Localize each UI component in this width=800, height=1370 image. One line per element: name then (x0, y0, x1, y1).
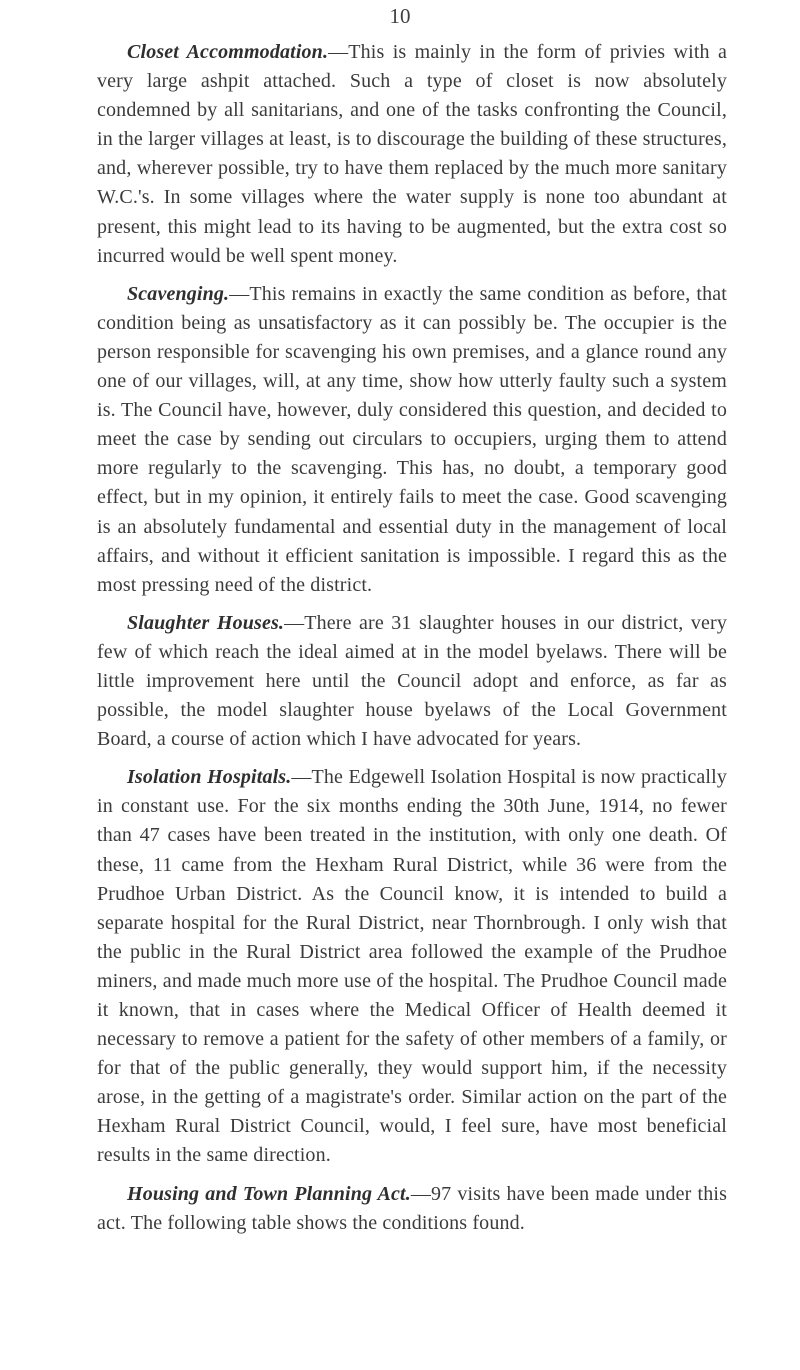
paragraph-text: —There are 31 slaughter houses in our district, very few of which reach the ideal aimed at in the model byelaws. There will be little improvement here until the Council adopt and enforce, as far as possible, the model slaughter house byelaws of the Local Government Board, a course of action which I have advocated for years. (97, 611, 727, 751)
paragraph-isolation-hospitals (97, 763, 727, 1170)
paragraph-text: —97 visits have been made under this act. The following table shows the conditions found. (97, 1182, 728, 1234)
body-text (97, 38, 727, 1247)
paragraph-heading: Closet Accommodation. (127, 41, 329, 63)
paragraph-closet-accommodation (97, 38, 727, 271)
page-number: 10 (389, 4, 411, 28)
paragraph-slaughter-houses (97, 609, 727, 754)
paragraph-housing-town-planning (97, 1180, 727, 1238)
paragraph-text: —The Edgewell Isolation Hospital is now practically in constant use. For the six months ending the 30th June, 1914, no fewer than 47 cases have been treated in the institution, with only one death. Of these, 11 came from the Hexham Rural District, while 36 were from the Prudhoe Urban District. As the Council know, it is intended to build a separate hospital for the Rural District, near Thornbrough. I only wish that the public in the Rural District area followed the example of the Prudhoe miners, and made much more use of the hospital. The Prudhoe Council made it known, that in cases where the Medical Officer of Health deemed it necessary to remove a patient for the safety of other members of a family, or for that of the public generally, they would support him, if the necessity arose, in the getting of a magistrate's order. Similar action on the part of the Hexham Rural District Council, would, I feel sure, have most beneficial results in the same direction. (97, 766, 727, 1167)
paragraph-heading: Slaughter Houses. (127, 611, 285, 634)
paragraph-heading: Scavenging. (127, 282, 230, 305)
paragraph-heading: Housing and Town Planning Act. (127, 1182, 411, 1205)
paragraph-heading: Isolation Hospitals. (127, 766, 292, 789)
paragraph-scavenging (97, 280, 727, 600)
paragraph-text: —This is mainly in the form of privies with a very large ashpit attached. Such a type of closet is now absolutely condemned by all sanitarians, and one of the tasks confronting the Council, in the larger villages at least, is to discourage the building of these structures, and, wherever possible, try to have them replaced by the much more sanitary W.C.'s. In some villages where the water supply is none too abundant at present, this might lead to its having to be augmented, but the extra cost so incurred would be well spent money. (97, 41, 727, 267)
paragraph-text: —This remains in exactly the same condition as before, that condition being as unsatisfactory as it can possibly be. The occupier is the person responsible for scavenging his own premises, and a glance round any one of our villages, will, at any time, show how utterly faulty such a system is. The Council have, however, duly considered this question, and decided to meet the case by sending out circulars to occupiers, urging them to attend more regularly to the scavenging. This has, no doubt, a temporary good effect, but in my opinion, it entirely fails to meet the case. Good scavenging is an absolutely fundamental and essential duty in the management of local affairs, and without it efficient sanitation is impossible. I regard this as the most pressing need of the district. (97, 282, 727, 596)
